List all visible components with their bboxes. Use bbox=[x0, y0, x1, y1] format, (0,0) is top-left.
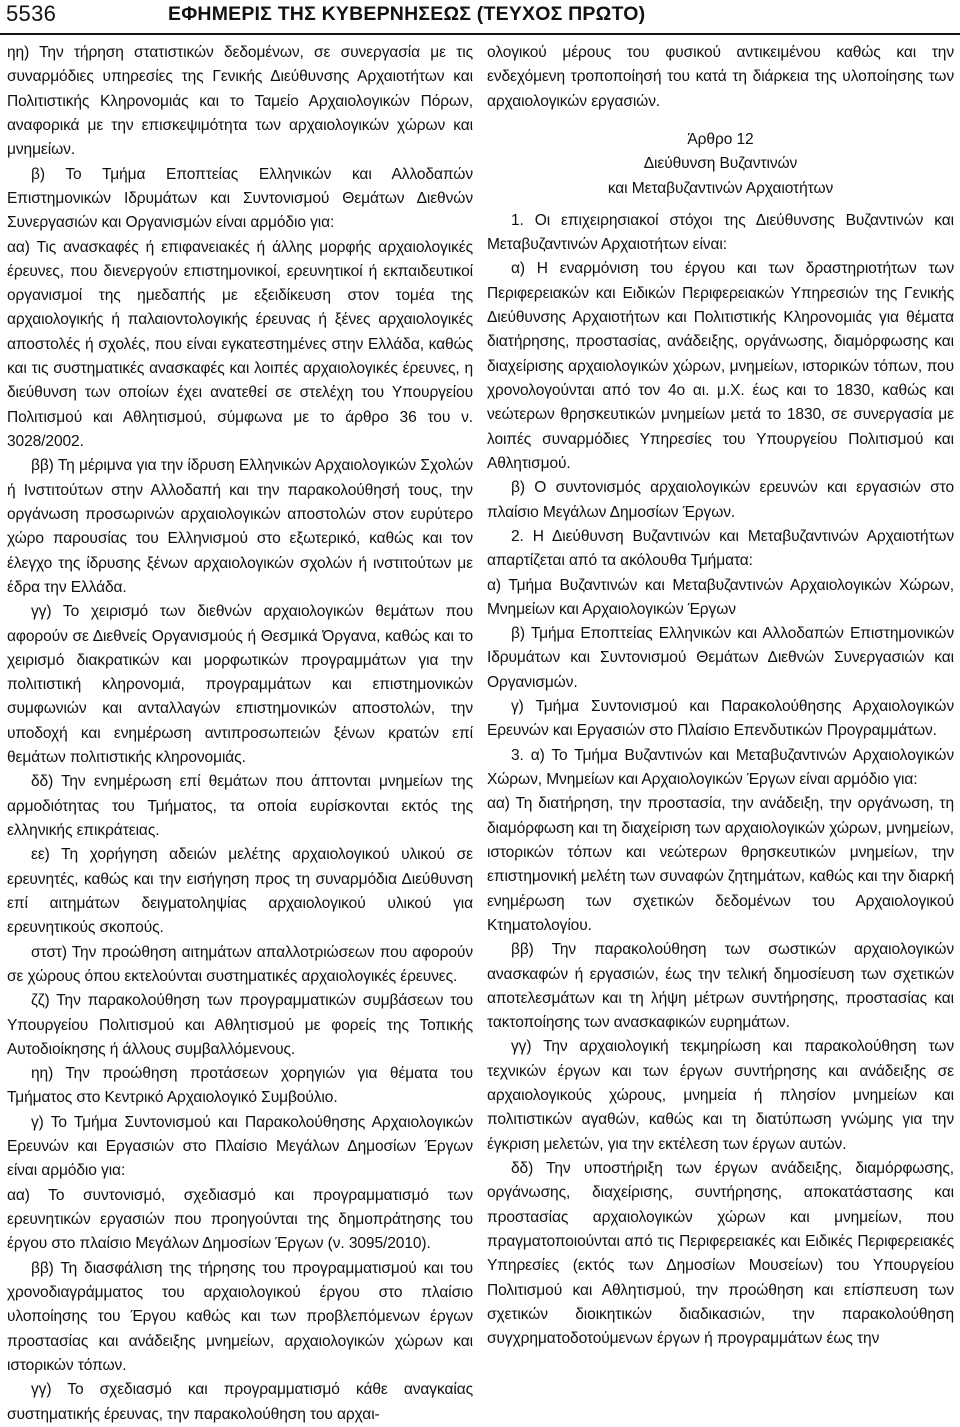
paragraph: αα) Τη διατήρηση, την προστασία, την ανάδειξη, την οργάνωση, τη διαμόρφωση και τη διαχείριση των αρχαιολογικών χώρων, μνημείων, ιστορικών τόπων και νεώτερων θρησκευτικών μνημείων, την επιστημονική μελέτη των συναφών ζητημάτων, καθώς και την διαρκή ενημέρωση των σχετικών δεδομένων του Αρχαιολογικού Κτηματολογίου. bbox=[487, 795, 954, 934]
paragraph: ολογικού μέρους του φυσικού αντικειμένου καθώς και την ενδεχόμενη τροποποίησή του κατά τη διάρκεια της υλοποίησης των αρχαιολογικών εργασιών. bbox=[487, 44, 954, 110]
header-rule bbox=[0, 33, 960, 35]
paragraph: δδ) Την υποστήριξη των έργων ανάδειξης, διαμόρφωσης, οργάνωσης, διαχείρισης, συντήρησης, αποκατάστασης και προστασίας αρχαιολογικών χώρων και μνημείων, που πραγματοποιούνται από τις Περιφερειακές και Ειδικές Περιφερειακές Υπηρεσίες (εκτός των Δημοσίων Μουσείων) του Υπουργείου Πολιτισμού και Αθλητισμού, την προώθηση και επίσπευση των σχετικών διοικητικών διαδικασιών, την παρακολούθηση συγχρηματοδοτούμενων έργων ή προγραμμάτων έως την bbox=[487, 1160, 954, 1348]
paragraph: γ) Τμήμα Συντονισμού και Παρακολούθησης Αρχαιολογικών Ερευνών και Εργασιών στο Πλαίσιο Επενδυτικών Προγραμμάτων. bbox=[487, 698, 954, 740]
paragraph: αα) Το συντονισμό, σχεδιασμό και προγραμματισμό των ερευνητικών εργασιών που προηγούνται της δημοπράτησης του έργου στο πλαίσιο Μεγάλων Δημοσίων Έργων (ν. 3095/2010). bbox=[7, 1186, 473, 1253]
paragraph: ζζ) Την παρακολούθηση των προγραμματικών συμβάσεων του Υπουργείου Πολιτισμού και Αθλητισμού με φορείς της Τοπικής Αυτοδιοίκησης ή άλλους συμβαλλόμενους. bbox=[7, 992, 473, 1058]
paragraph: γγ) Το σχεδιασμό και προγραμματισμό κάθε αναγκαίας συστηματικής έρευνας, την παρακολούθηση του αρχαι- bbox=[7, 1381, 473, 1423]
paragraph: ββ) Τη μέριμνα για την ίδρυση Ελληνικών Αρχαιολογικών Σχολών ή Ινστιτούτων στην Αλλοδαπή και την παρακολούθησή τους, την οργάνωση προσωρινών αρχαιολογικών αποστολών στον ευρύτερο χώρο παρουσίας του Ελληνισμού στο εξωτερικό, καθώς και τον έλεγχο της ίδρυσης ξένων αρχαιολογικών σχολών ή ινστιτούτων με έδρα την Ελλάδα. bbox=[7, 457, 473, 596]
paragraph: α) Τμήμα Βυζαντινών και Μεταβυζαντινών Αρχαιολογικών Χώρων, Μνημείων και Αρχαιολογικών Έργων bbox=[487, 576, 954, 618]
paragraph: α) Η εναρμόνιση του έργου και των δραστηριοτήτων των Περιφερειακών και Ειδικών Περιφερειακών Υπηρεσιών της Γενικής Διεύθυνσης Αρχαιοτήτων και Πολιτιστικής Κληρονομιάς για θέματα διατήρησης, προστασίας, ανάδειξης, οργάνωσης, διαμόρφωσης και διαχείρισης αρχαιολογικών χώρων, μνημείων, ιστορικών τόπων, που χρονολογούνται από τον 4ο αι. μ.Χ. έως και το 1830, καθώς και νεώτερων θρησκευτικών μνημείων μετά το 1830, σε συνεργασία με λοιπές συναρμόδιες Υπηρεσίες του Υπουργείου Πολιτισμού και Αθλητισμού. bbox=[487, 260, 954, 472]
article-number: Άρθρο 12 bbox=[687, 130, 754, 148]
paragraph: εε) Τη χορήγηση αδειών μελέτης αρχαιολογικού υλικού σε ερευνητές, καθώς και την εισήγηση προς τη συναρμόδια Διεύθυνση επί αιτημάτων δειγματοληψίας αρχαιολογικού υλικού για ερευνητικούς σκοπούς. bbox=[7, 846, 473, 937]
article-title-line: και Μεταβυζαντινών Αρχαιοτήτων bbox=[607, 179, 834, 197]
page-header bbox=[0, 0, 960, 34]
page-number: 5536 bbox=[6, 1, 57, 26]
paragraph: β) Το Τμήμα Εποπτείας Ελληνικών και Αλλοδαπών Επιστημονικών Ιδρυμάτων και Συντονισμού Θεμάτων Διεθνών Συνεργασιών και Οργανισμών είναι αρμόδιο για: bbox=[7, 165, 473, 232]
paragraph: 1. Οι επιχειρησιακοί στόχοι της Διεύθυνσης Βυζαντινών και Μεταβυζαντινών Αρχαιοτήτων είναι: bbox=[487, 211, 954, 254]
paragraph: στστ) Την προώθηση αιτημάτων απαλλοτριώσεων που αφορούν σε χώρους όπου εκτελούνται συστηματικές αρχαιολογικές έρευνες. bbox=[7, 943, 473, 985]
paragraph: 2. Η Διεύθυνση Βυζαντινών και Μεταβυζαντινών Αρχαιοτήτων απαρτίζεται από τα ακόλουθα Τμήματα: bbox=[487, 527, 954, 570]
paragraph: ββ) Τη διασφάλιση της τήρησης του προγραμματισμού και του χρονοδιαγράμματος του αρχαιολογικού έργου στο πλαίσιο υλοποίησης του Έργου καθώς και των προβλεπόμενων έργων προστασίας και ανάδειξης μνημείων, αρχαιολογικών χώρων και ιστορικών τόπων. bbox=[7, 1259, 473, 1374]
left-column bbox=[7, 41, 473, 1427]
paragraph: αα) Τις ανασκαφές ή επιφανειακές ή άλλης μορφής αρχαιολογικές έρευνες, που διενεργούν επιστημονικοί, ερευνητικοί ή εκπαιδευτικοί οργανισμοί της ημεδαπής με εξειδίκευση στον τομέα της αρχαιολογικής ή παλαιοντολογικής έρευνας ή ξένες αρχαιολογικές αποστολές ή σχολές, που είναι εγκατεστημένες στην Ελλάδα, καθώς και τις συστηματικές ανασκαφές και λοιπές αρχαιολογικές έρευνες, η διεύθυνση των οποίων έχει ανατεθεί σε στελέχη του Υπουργείου Πολιτισμού και Αθλητισμού, σύμφωνα με το άρθρο 36 του ν. 3028/2002. bbox=[7, 238, 473, 450]
right-column bbox=[487, 41, 954, 1352]
paragraph: ββ) Την παρακολούθηση των σωστικών αρχαιολογικών ανασκαφών ή εργασιών, έως την τελική δημοσίευση των σχετικών αποτελεσμάτων και τη λήψη μέτρων συντήρησης, προστασίας και τακτοποίησης των ανασκαφικών ευρημάτων. bbox=[487, 941, 954, 1032]
paragraph: γ) Το Τμήμα Συντονισμού και Παρακολούθησης Αρχαιολογικών Ερευνών και Εργασιών στο Πλαίσιο Μεγάλων Δημοσίων Έργων είναι αρμόδιο για: bbox=[7, 1113, 473, 1180]
paragraph: ηη) Την τήρηση στατιστικών δεδομένων, σε συνεργασία με τις συναρμόδιες υπηρεσίες της Γενικής Διεύθυνσης Αρχαιοτήτων και Πολιτιστικής Κληρονομιάς και το Ταμείο Αρχαιολογικών Πόρων, αναφορικά με την επισκεψιμότητα των αρχαιολογικών χώρων και μνημείων. bbox=[7, 44, 473, 159]
paragraph: γγ) Το χειρισμό των διεθνών αρχαιολογικών θεμάτων που αφορούν σε Διεθνείς Οργανισμούς ή Θεσμικά Όργανα, καθώς και το χειρισμό διακρατικών και μορφωτικών προγραμμάτων για την πολιτιστική κληρονομιά, προγραμμάτων και επιστημονικών συμφωνιών και ανταλλαγών επιστημονικών αποστολών, την υποδοχή και ενημέρωση αντιπροσωπειών ξένων κρατών επί θεμάτων πολιτιστικής κληρονομιάς. bbox=[7, 603, 473, 767]
gazette-title: ΕΦΗΜΕΡΙΣ ΤΗΣ ΚΥΒΕΡΝΗΣΕΩΣ (ΤΕΥΧΟΣ ΠΡΩΤΟ) bbox=[168, 3, 646, 25]
paragraph: γγ) Την αρχαιολογική τεκμηρίωση και παρακολούθηση των τεχνικών έργων και των έργων συντήρησης και ανάδειξης σε αρχαιολογικούς χώρους, μνημεία ή πλησίον μνημείων και πολιτιστικών αγαθών, καθώς και τη διατύπωση γνώμης για την έγκριση μελετών, για την εκτέλεση των έργων αυτών. bbox=[487, 1038, 954, 1153]
paragraph: δδ) Την ενημέρωση επί θεμάτων που άπτονται μνημείων της αρμοδιότητας του Τμήματος, τα οποία ευρίσκονται εκτός της ελληνικής επικράτειας. bbox=[7, 773, 473, 839]
article-heading bbox=[487, 128, 954, 201]
paragraph: β) Τμήμα Εποπτείας Ελληνικών και Αλλοδαπών Επιστημονικών Ιδρυμάτων και Συντονισμού Θεμάτων Διεθνών Συνεργασιών και Οργανισμών. bbox=[487, 625, 954, 691]
paragraph: 3. α) Το Τμήμα Βυζαντινών και Μεταβυζαντινών Αρχαιολογικών Χώρων, Μνημείων και Αρχαιολογικών Έργων είναι αρμόδιο για: bbox=[487, 746, 954, 789]
paragraph: β) Ο συντονισμός αρχαιολογικών ερευνών και εργασιών στο πλαίσιο Μεγάλων Δημοσίων Έργων. bbox=[487, 479, 954, 521]
paragraph: ηη) Την προώθηση προτάσεων χορηγιών για θέματα του Τμήματος στο Κεντρικό Αρχαιολογικό Συμβούλιο. bbox=[7, 1065, 473, 1107]
article-title-line: Διεύθυνση Βυζαντινών bbox=[643, 155, 798, 173]
